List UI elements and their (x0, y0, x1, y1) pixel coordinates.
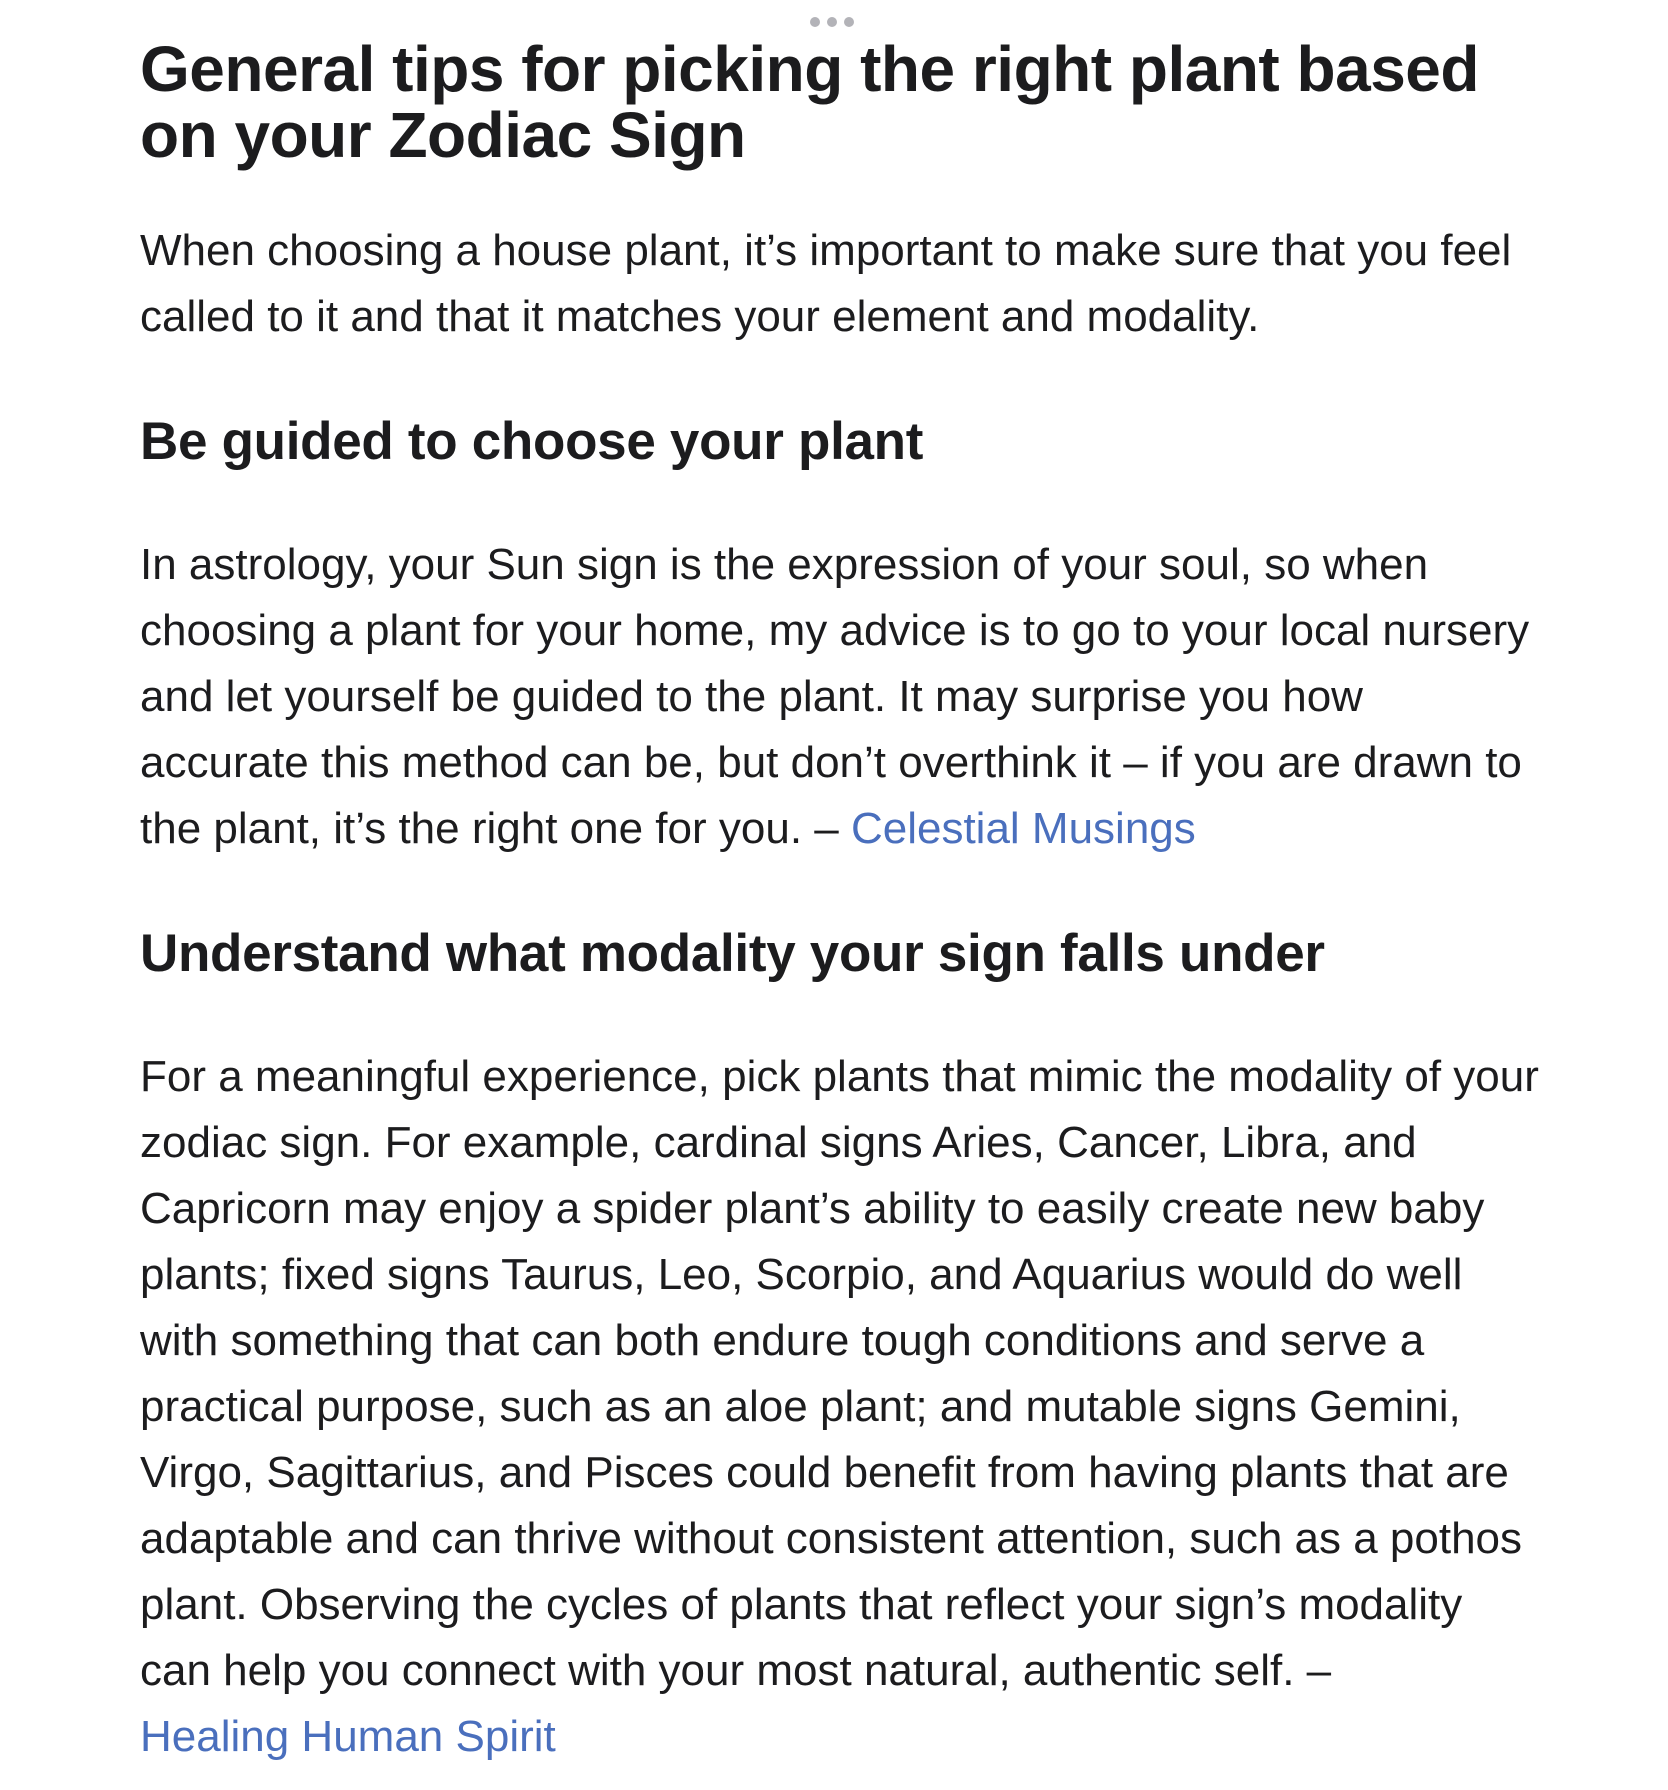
section-body-guided (140, 532, 1540, 862)
source-link-celestial-musings[interactable]: Celestial Musings (850, 804, 1196, 853)
section-body-text: In astrology, your Sun sign is the expression of your soul, so when choosing a plant for your home, my advice is to go to your local nursery and let yourself be guided to the plant. It may surprise you how accurate this method can be, but don’t overthink it – if you are drawn to the plant, it’s the right one for you. – (140, 540, 1530, 853)
source-link-healing-human-spirit[interactable]: Healing Human Spirit (140, 1712, 556, 1761)
intro-paragraph: When choosing a house plant, it’s important to make sure that you feel called to it and that it matches your element and modality. (140, 226, 1512, 341)
article (140, 33, 1540, 1770)
article-title: General tips for picking the right plant based on your Zodiac Sign (140, 33, 1479, 171)
section-body-modality (140, 1044, 1540, 1770)
dot (810, 17, 820, 27)
section-heading-guided: Be guided to choose your plant (140, 412, 924, 471)
section-body-text: For a meaningful experience, pick plants that mimic the modality of your zodiac sign. For example, cardinal signs Aries, Cancer, Libra, and Capricorn may enjoy a spider plant’s ability to easily create new baby plants; fixed signs Taurus, Leo, Scorpio, and Aquarius would do well with something that can both endure tough conditions and serve a practical purpose, such as an aloe plant; and mutable signs Gemini, Virgo, Sagittarius, and Pisces could benefit from having plants that are adaptable and can thrive without consistent attention, such as a pothos plant. Observing the cycles of plants that reflect your sign’s modality can help you connect with your most natural, authentic self. – (140, 1052, 1539, 1695)
more-dots-icon[interactable] (810, 16, 854, 28)
dot (844, 17, 854, 27)
section-heading-modality: Understand what modality your sign falls under (140, 924, 1325, 983)
dot (827, 17, 837, 27)
